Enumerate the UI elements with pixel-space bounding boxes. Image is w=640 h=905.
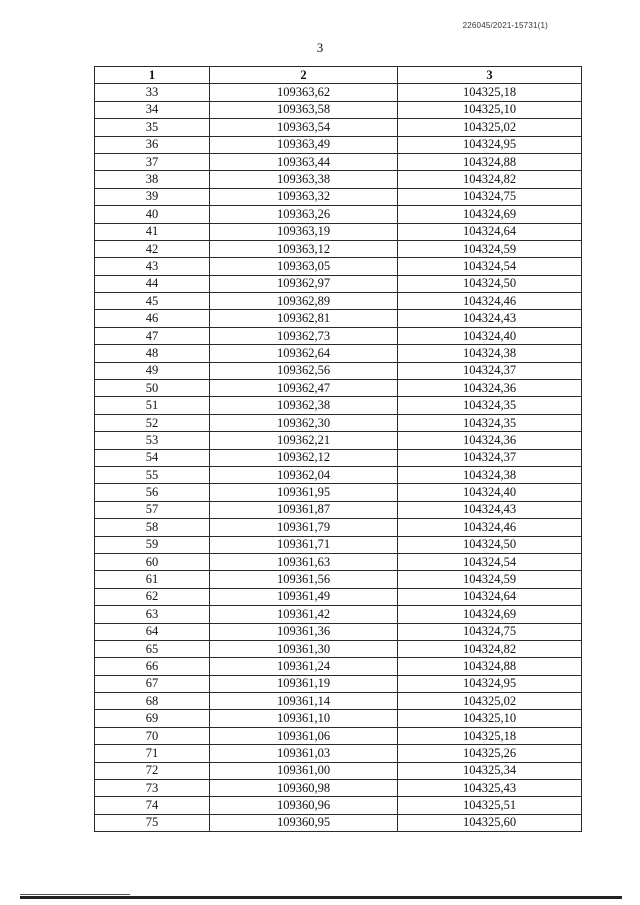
x-coordinate-cell: 109362,47 (210, 380, 398, 397)
point-number-cell: 48 (95, 345, 210, 362)
y-coordinate-cell: 104324,38 (398, 345, 582, 362)
x-coordinate-cell: 109363,58 (210, 101, 398, 118)
point-number-cell: 39 (95, 188, 210, 205)
x-coordinate-cell: 109363,62 (210, 84, 398, 101)
x-coordinate-cell: 109363,32 (210, 188, 398, 205)
point-number-cell: 67 (95, 675, 210, 692)
x-coordinate-cell: 109363,38 (210, 171, 398, 188)
x-coordinate-cell: 109361,71 (210, 536, 398, 553)
x-coordinate-cell: 109361,56 (210, 571, 398, 588)
table-row (95, 675, 582, 692)
column-header-point: 1 (95, 67, 210, 84)
point-number-cell: 57 (95, 501, 210, 518)
x-coordinate-cell: 109361,14 (210, 693, 398, 710)
y-coordinate-cell: 104324,64 (398, 588, 582, 605)
table-row (95, 153, 582, 170)
point-number-cell: 55 (95, 466, 210, 483)
x-coordinate-cell: 109361,03 (210, 745, 398, 762)
table-row (95, 397, 582, 414)
x-coordinate-cell: 109362,56 (210, 362, 398, 379)
y-coordinate-cell: 104324,46 (398, 519, 582, 536)
point-number-cell: 35 (95, 119, 210, 136)
x-coordinate-cell: 109362,21 (210, 432, 398, 449)
table-row (95, 101, 582, 118)
table-row (95, 710, 582, 727)
table-row (95, 380, 582, 397)
table-row (95, 466, 582, 483)
point-number-cell: 72 (95, 762, 210, 779)
point-number-cell: 52 (95, 414, 210, 431)
point-number-cell: 73 (95, 780, 210, 797)
page-number: 3 (316, 40, 324, 55)
y-coordinate-cell: 104324,54 (398, 258, 582, 275)
point-number-cell: 40 (95, 206, 210, 223)
y-coordinate-cell: 104324,88 (398, 658, 582, 675)
point-number-cell: 47 (95, 327, 210, 344)
y-coordinate-cell: 104324,54 (398, 553, 582, 570)
x-coordinate-cell: 109361,30 (210, 640, 398, 657)
x-coordinate-cell: 109363,12 (210, 240, 398, 257)
y-coordinate-cell: 104324,69 (398, 606, 582, 623)
x-coordinate-cell: 109362,30 (210, 414, 398, 431)
table-row (95, 223, 582, 240)
x-coordinate-cell: 109361,06 (210, 727, 398, 744)
y-coordinate-cell: 104324,37 (398, 362, 582, 379)
point-number-cell: 68 (95, 693, 210, 710)
x-coordinate-cell: 109362,89 (210, 293, 398, 310)
point-number-cell: 33 (95, 84, 210, 101)
table-row (95, 449, 582, 466)
y-coordinate-cell: 104324,36 (398, 432, 582, 449)
y-coordinate-cell: 104324,50 (398, 275, 582, 292)
point-number-cell: 66 (95, 658, 210, 675)
table-row (95, 762, 582, 779)
y-coordinate-cell: 104324,35 (398, 414, 582, 431)
x-coordinate-cell: 109361,10 (210, 710, 398, 727)
point-number-cell: 51 (95, 397, 210, 414)
x-coordinate-cell: 109362,12 (210, 449, 398, 466)
table-row (95, 658, 582, 675)
point-number-cell: 53 (95, 432, 210, 449)
y-coordinate-cell: 104324,46 (398, 293, 582, 310)
x-coordinate-cell: 109362,73 (210, 327, 398, 344)
table-row (95, 240, 582, 257)
y-coordinate-cell: 104325,18 (398, 727, 582, 744)
point-number-cell: 75 (95, 814, 210, 831)
point-number-cell: 74 (95, 797, 210, 814)
table-row (95, 693, 582, 710)
y-coordinate-cell: 104324,75 (398, 623, 582, 640)
point-number-cell: 56 (95, 484, 210, 501)
column-header-x: 2 (210, 67, 398, 84)
table-row (95, 171, 582, 188)
y-coordinate-cell: 104324,43 (398, 310, 582, 327)
point-number-cell: 36 (95, 136, 210, 153)
point-number-cell: 54 (95, 449, 210, 466)
y-coordinate-cell: 104324,43 (398, 501, 582, 518)
x-coordinate-cell: 109361,00 (210, 762, 398, 779)
y-coordinate-cell: 104325,02 (398, 693, 582, 710)
table-row (95, 797, 582, 814)
point-number-cell: 70 (95, 727, 210, 744)
point-number-cell: 46 (95, 310, 210, 327)
y-coordinate-cell: 104325,18 (398, 84, 582, 101)
x-coordinate-cell: 109361,87 (210, 501, 398, 518)
y-coordinate-cell: 104324,69 (398, 206, 582, 223)
point-number-cell: 34 (95, 101, 210, 118)
point-number-cell: 64 (95, 623, 210, 640)
x-coordinate-cell: 109360,95 (210, 814, 398, 831)
coordinates-table (94, 66, 582, 832)
point-number-cell: 49 (95, 362, 210, 379)
table-row (95, 188, 582, 205)
point-number-cell: 63 (95, 606, 210, 623)
point-number-cell: 61 (95, 571, 210, 588)
table-row (95, 501, 582, 518)
point-number-cell: 58 (95, 519, 210, 536)
table-header-row (95, 67, 582, 84)
table-row (95, 571, 582, 588)
table-row (95, 119, 582, 136)
point-number-cell: 71 (95, 745, 210, 762)
y-coordinate-cell: 104325,10 (398, 710, 582, 727)
x-coordinate-cell: 109362,81 (210, 310, 398, 327)
table-row (95, 519, 582, 536)
point-number-cell: 62 (95, 588, 210, 605)
table-row (95, 780, 582, 797)
y-coordinate-cell: 104324,35 (398, 397, 582, 414)
point-number-cell: 38 (95, 171, 210, 188)
table-row (95, 745, 582, 762)
x-coordinate-cell: 109361,63 (210, 553, 398, 570)
y-coordinate-cell: 104324,59 (398, 240, 582, 257)
table-body (95, 84, 582, 832)
point-number-cell: 65 (95, 640, 210, 657)
point-number-cell: 42 (95, 240, 210, 257)
document-id: 226045/2021-15731(1) (462, 21, 548, 30)
table-row (95, 414, 582, 431)
table-row (95, 536, 582, 553)
point-number-cell: 60 (95, 553, 210, 570)
x-coordinate-cell: 109360,98 (210, 780, 398, 797)
y-coordinate-cell: 104324,95 (398, 675, 582, 692)
point-number-cell: 50 (95, 380, 210, 397)
x-coordinate-cell: 109362,97 (210, 275, 398, 292)
point-number-cell: 37 (95, 153, 210, 170)
y-coordinate-cell: 104324,36 (398, 380, 582, 397)
table-row (95, 84, 582, 101)
table-row (95, 345, 582, 362)
y-coordinate-cell: 104324,40 (398, 484, 582, 501)
table-row (95, 206, 582, 223)
x-coordinate-cell: 109361,79 (210, 519, 398, 536)
y-coordinate-cell: 104324,75 (398, 188, 582, 205)
x-coordinate-cell: 109361,95 (210, 484, 398, 501)
y-coordinate-cell: 104325,26 (398, 745, 582, 762)
y-coordinate-cell: 104324,38 (398, 466, 582, 483)
table-row (95, 310, 582, 327)
table-row (95, 623, 582, 640)
point-number-cell: 44 (95, 275, 210, 292)
y-coordinate-cell: 104324,82 (398, 640, 582, 657)
table-row (95, 432, 582, 449)
y-coordinate-cell: 104324,40 (398, 327, 582, 344)
y-coordinate-cell: 104325,10 (398, 101, 582, 118)
x-coordinate-cell: 109361,19 (210, 675, 398, 692)
y-coordinate-cell: 104325,60 (398, 814, 582, 831)
y-coordinate-cell: 104324,37 (398, 449, 582, 466)
x-coordinate-cell: 109363,44 (210, 153, 398, 170)
x-coordinate-cell: 109362,64 (210, 345, 398, 362)
table-row (95, 640, 582, 657)
x-coordinate-cell: 109363,19 (210, 223, 398, 240)
table-row (95, 327, 582, 344)
table-row (95, 362, 582, 379)
table-row (95, 814, 582, 831)
x-coordinate-cell: 109360,96 (210, 797, 398, 814)
table-row (95, 293, 582, 310)
column-header-y: 3 (398, 67, 582, 84)
y-coordinate-cell: 104324,95 (398, 136, 582, 153)
x-coordinate-cell: 109361,24 (210, 658, 398, 675)
x-coordinate-cell: 109363,26 (210, 206, 398, 223)
table-row (95, 727, 582, 744)
x-coordinate-cell: 109362,38 (210, 397, 398, 414)
point-number-cell: 43 (95, 258, 210, 275)
x-coordinate-cell: 109363,05 (210, 258, 398, 275)
x-coordinate-cell: 109361,49 (210, 588, 398, 605)
y-coordinate-cell: 104324,64 (398, 223, 582, 240)
table-row (95, 553, 582, 570)
y-coordinate-cell: 104324,59 (398, 571, 582, 588)
point-number-cell: 45 (95, 293, 210, 310)
table-row (95, 275, 582, 292)
y-coordinate-cell: 104325,51 (398, 797, 582, 814)
table-row (95, 606, 582, 623)
y-coordinate-cell: 104325,34 (398, 762, 582, 779)
table-row (95, 258, 582, 275)
y-coordinate-cell: 104324,82 (398, 171, 582, 188)
bottom-scan-line (20, 896, 622, 899)
point-number-cell: 59 (95, 536, 210, 553)
x-coordinate-cell: 109362,04 (210, 466, 398, 483)
x-coordinate-cell: 109361,36 (210, 623, 398, 640)
y-coordinate-cell: 104325,43 (398, 780, 582, 797)
x-coordinate-cell: 109361,42 (210, 606, 398, 623)
y-coordinate-cell: 104325,02 (398, 119, 582, 136)
table-row (95, 136, 582, 153)
point-number-cell: 69 (95, 710, 210, 727)
table-row (95, 588, 582, 605)
point-number-cell: 41 (95, 223, 210, 240)
table-row (95, 484, 582, 501)
y-coordinate-cell: 104324,88 (398, 153, 582, 170)
y-coordinate-cell: 104324,50 (398, 536, 582, 553)
x-coordinate-cell: 109363,54 (210, 119, 398, 136)
x-coordinate-cell: 109363,49 (210, 136, 398, 153)
